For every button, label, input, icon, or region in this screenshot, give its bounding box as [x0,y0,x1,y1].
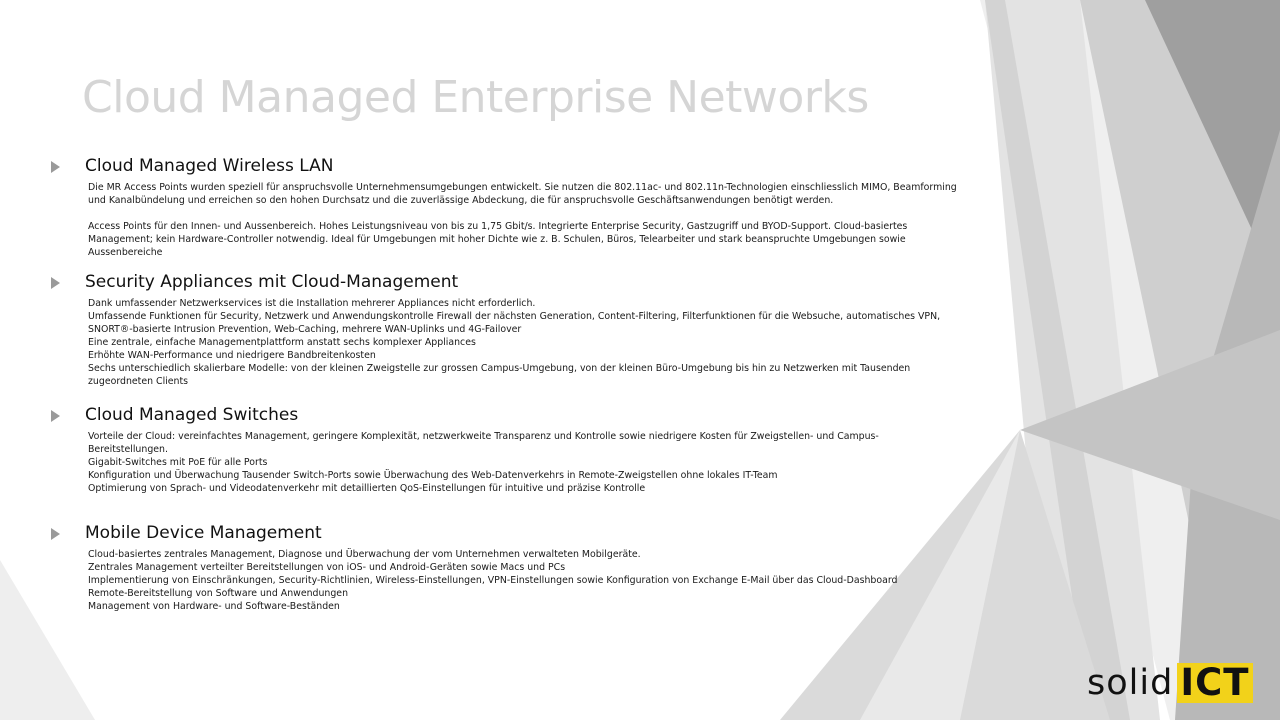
body-line: Eine zentrale, einfache Managementplattform anstatt sechs komplexer Appliances [88,337,476,348]
body-line: Remote-Bereitstellung von Software und Anwendungen [88,588,349,599]
body-line: Erhöhte WAN-Performance und niedrigere Bandbreitenkosten [88,350,376,361]
body-line: Sechs unterschiedlich skalierbare Modelle: von der kleinen Zweigstelle zur grossen Campus-Umgebung, von der kleinen Büro-Umgebung bis hin zu Netzwerken mit Tausenden [88,363,911,374]
body-line: Bereitstellungen. [88,444,168,455]
section-heading [48,272,978,296]
body-line: Management von Hardware- und Software-Beständen [88,601,340,612]
body-line: Implementierung von Einschränkungen, Security-Richtlinien, Wireless-Einstellungen, VPN-Einstellungen sowie Konfiguration von Exchange E-Mail über das Cloud-Dashboard [88,575,898,586]
blank-line [88,207,978,220]
body-line: Zentrales Management verteilter Bereitstellungen von iOS- und Android-Geräten sowie Macs und PCs [88,562,566,573]
section-body [88,297,978,388]
section-mobile-device-management [48,523,978,613]
body-line: Umfassende Funktionen für Security, Netzwerk und Anwendungskontrolle Firewall der nächsten Generation, Content-Filtering, Filterfunktionen für die Websuche, automatisches VPN, [88,311,941,322]
section-heading-text: Security Appliances mit Cloud-Management [85,272,459,292]
body-line: Access Points für den Innen- und Aussenbereich. Hohes Leistungsniveau von bis zu 1,75 Gbit/s. Integrierte Enterprise Security, Gastzugriff und BYOD-Support. Cloud-basiertes [88,221,908,232]
body-line: und Kanalbündelung und erreichen so den hohen Durchsatz und die zuverlässige Abdeckung, die für anspruchsvolle Geschäftsanwendungen benötigt werden. [88,195,834,206]
body-line: Aussenbereiche [88,247,163,258]
section-heading-text: Cloud Managed Wireless LAN [85,156,334,176]
body-line: Konfiguration und Überwachung Tausender Switch-Ports sowie Überwachung des Web-Datenverkehrs in Remote-Zweigstellen ohne lokales IT-Team [88,470,778,481]
body-line: zugeordneten Clients [88,376,189,387]
section-heading [48,405,978,429]
logo-text-solid: solid [1087,663,1174,703]
section-wireless-lan [48,156,978,259]
body-line: Gigabit-Switches mit PoE für alle Ports [88,457,268,468]
body-line: Optimierung von Sprach- und Videodatenverkehr mit detaillierten QoS-Einstellungen für intuitive und präzise Kontrolle [88,483,646,494]
section-body [88,548,978,613]
body-line: Vorteile der Cloud: vereinfachtes Management, geringere Komplexität, netzwerkweite Transparenz und Kontrolle sowie niedrigere Kosten für Zweigstellen- und Campus- [88,431,879,442]
body-line: Cloud-basiertes zentrales Management, Diagnose und Überwachung der vom Unternehmen verwalteten Mobilgeräte. [88,549,641,560]
section-heading [48,523,978,547]
section-switches [48,405,978,495]
triangle-bullet-icon [51,277,60,289]
body-line: Dank umfassender Netzwerkservices ist die Installation mehrerer Appliances nicht erforderlich. [88,298,536,309]
section-heading-text: Mobile Device Management [85,523,322,543]
body-line: Die MR Access Points wurden speziell für anspruchsvolle Unternehmensumgebungen entwickelt. Sie nutzen die 802.11ac- und 802.11n-Technologien einschliesslich MIMO, Beamforming [88,182,957,193]
section-heading [48,156,978,180]
slide-title: Cloud Managed Enterprise Networks [82,72,869,123]
triangle-bullet-icon [51,528,60,540]
section-security-appliances [48,272,978,388]
section-body [88,430,978,495]
section-body [88,181,978,259]
logo-text-ict: ICT [1177,663,1252,703]
triangle-bullet-icon [51,161,60,173]
body-line: Management; kein Hardware-Controller notwendig. Ideal für Umgebungen mit hoher Dichte wie z. B. Schulen, Büros, Telearbeiter und stark beanspruchte Umgebungen sowie [88,234,906,245]
solidict-logo [1087,663,1253,703]
triangle-bullet-icon [51,410,60,422]
body-line: SNORT®-basierte Intrusion Prevention, Web-Caching, mehrere WAN-Uplinks und 4G-Failover [88,324,522,335]
section-heading-text: Cloud Managed Switches [85,405,299,425]
